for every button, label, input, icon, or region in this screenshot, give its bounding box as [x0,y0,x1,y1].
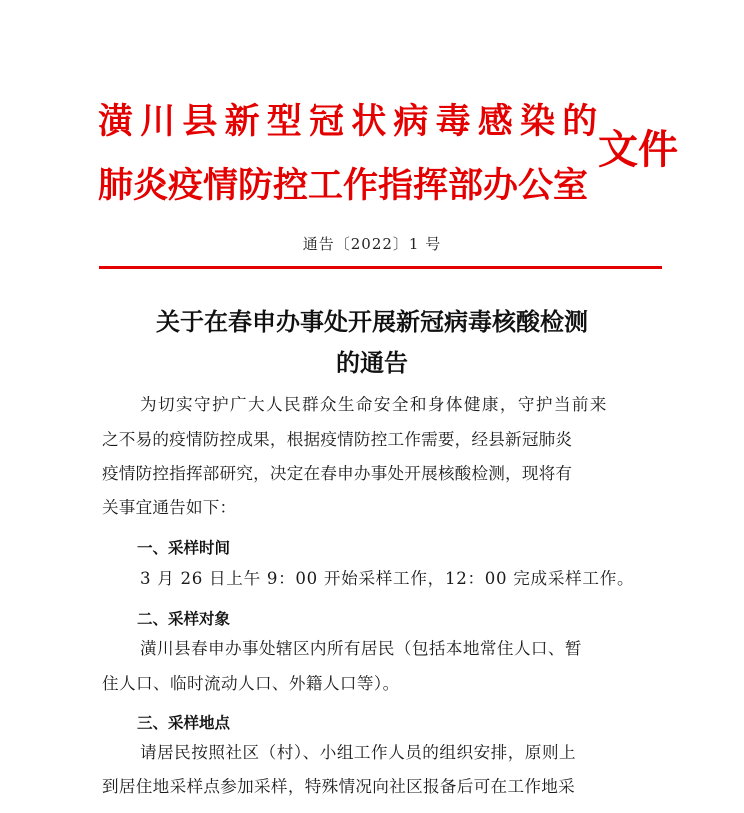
section-heading-sampling-targets: 二、采样对象 [137,610,231,628]
section-heading-sampling-time: 一、采样时间 [137,539,231,557]
issuing-office-line-1: 潢川县新型冠状病毒感染的 [98,102,605,142]
notice-title-line-1: 关于在春申办事处开展新冠病毒核酸检测 [156,307,588,336]
notice-title-line-2: 的通告 [336,348,408,377]
intro-line: 为切实守护广大人民群众生命安全和身体健康，守护当前来 [140,395,608,414]
section-heading-sampling-locations: 三、采样地点 [137,714,231,732]
intro-line: 关事宜通告如下： [102,498,237,517]
section-body-line: 3 月 26 日上午 9：00 开始采样工作，12：00 完成采样工作。 [140,569,635,588]
intro-line: 之不易的疫情防控成果，根据疫情防控工作需要，经县新冠肺炎 [102,430,573,449]
section-body-line: 到居住地采样点参加采样，特殊情况向社区报备后可在工作地采 [102,777,576,796]
section-body-line: 住人口、临时流动人口、外籍人口等）。 [102,674,400,693]
issuing-office-line-2: 肺炎疫情防控工作指挥部办公室 [98,166,589,206]
section-body-line: 请居民按照社区（村）、小组工作人员的组织安排，原则上 [140,743,577,762]
red-header-divider [99,266,662,269]
document-type-label: 文件 [598,127,678,173]
document-number: 通告〔2022〕1 号 [302,235,442,253]
section-body-line: 潢川县春申办事处辖区内所有居民（包括本地常住人口、暂 [140,639,582,658]
intro-line: 疫情防控指挥部研究，决定在春申办事处开展核酸检测，现将有 [102,464,573,483]
